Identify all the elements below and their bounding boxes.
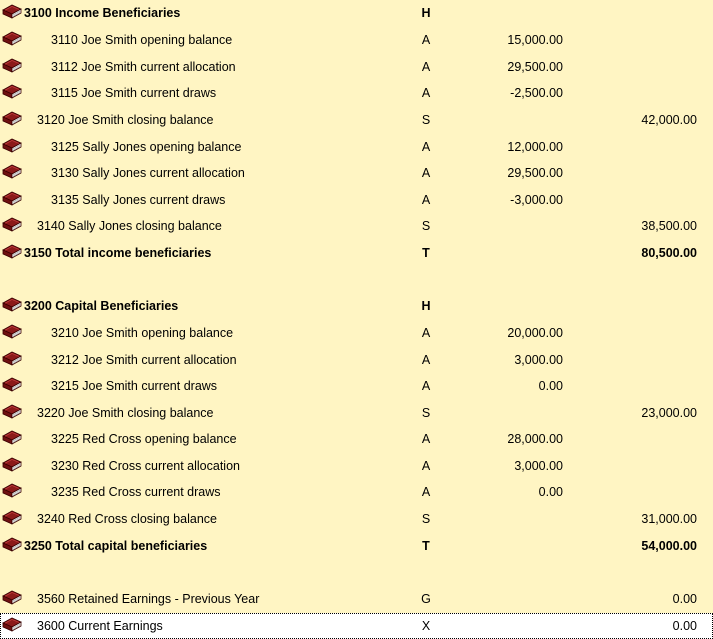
account-type: A xyxy=(421,166,431,180)
account-type: S xyxy=(421,512,431,526)
account-row[interactable] xyxy=(0,453,713,479)
account-book-icon xyxy=(2,30,22,48)
account-type: S xyxy=(421,219,431,233)
account-book-icon xyxy=(2,403,22,421)
account-name: 3115 Joe Smith current draws xyxy=(51,86,217,100)
account-total: 80,500.00 xyxy=(641,246,697,260)
account-book-icon xyxy=(2,57,22,75)
account-type: S xyxy=(421,406,431,420)
account-book-icon xyxy=(2,509,22,527)
account-name: 3250 Total capital beneficiaries xyxy=(24,539,208,553)
account-name: 3225 Red Cross opening balance xyxy=(51,432,237,446)
account-row[interactable] xyxy=(0,506,713,532)
account-name: 3600 Current Earnings xyxy=(37,619,163,633)
account-name: 3100 Income Beneficiaries xyxy=(24,6,181,20)
account-row[interactable] xyxy=(0,160,713,186)
account-type: T xyxy=(422,246,430,260)
account-name: 3112 Joe Smith current allocation xyxy=(51,60,236,74)
account-amount: -3,000.00 xyxy=(510,193,563,207)
account-amount: 20,000.00 xyxy=(507,326,563,340)
account-type: A xyxy=(421,86,431,100)
account-type: A xyxy=(421,353,431,367)
account-row[interactable] xyxy=(0,320,713,346)
account-book-icon xyxy=(2,616,22,634)
account-book-icon xyxy=(2,350,22,368)
account-name: 3110 Joe Smith opening balance xyxy=(51,33,233,47)
account-type: A xyxy=(421,379,431,393)
account-type: H xyxy=(421,299,431,313)
account-type: G xyxy=(421,592,431,606)
account-amount: 29,500.00 xyxy=(507,60,563,74)
account-row[interactable] xyxy=(0,107,713,133)
account-amount: 28,000.00 xyxy=(507,432,563,446)
account-book-icon xyxy=(2,323,22,341)
account-name: 3212 Joe Smith current allocation xyxy=(51,353,237,367)
account-total: 23,000.00 xyxy=(641,406,697,420)
account-total: 42,000.00 xyxy=(641,113,697,127)
account-name: 3135 Sally Jones current draws xyxy=(51,193,226,207)
account-book-icon xyxy=(2,83,22,101)
account-name: 3125 Sally Jones opening balance xyxy=(51,140,242,154)
account-type: T xyxy=(422,539,430,553)
account-type: A xyxy=(421,60,431,74)
account-amount: 29,500.00 xyxy=(507,166,563,180)
account-book-icon xyxy=(2,536,22,554)
account-type: A xyxy=(421,459,431,473)
account-total: 31,000.00 xyxy=(641,512,697,526)
account-row[interactable] xyxy=(0,0,713,26)
account-book-icon xyxy=(2,482,22,500)
account-row[interactable] xyxy=(0,347,713,373)
account-book-icon xyxy=(2,243,22,261)
account-type: S xyxy=(421,113,431,127)
account-name: 3235 Red Cross current draws xyxy=(51,485,221,499)
account-row[interactable] xyxy=(0,373,713,399)
account-book-icon xyxy=(2,110,22,128)
account-amount: 3,000.00 xyxy=(514,459,563,473)
account-type: A xyxy=(421,485,431,499)
account-book-icon xyxy=(2,216,22,234)
account-book-icon xyxy=(2,3,22,21)
account-row[interactable] xyxy=(0,27,713,53)
account-book-icon xyxy=(2,190,22,208)
account-name: 3215 Joe Smith current draws xyxy=(51,379,218,393)
account-name: 3230 Red Cross current allocation xyxy=(51,459,240,473)
account-name: 3560 Retained Earnings - Previous Year xyxy=(37,592,260,606)
account-row[interactable] xyxy=(0,533,713,559)
account-type: A xyxy=(421,432,431,446)
account-name: 3150 Total income beneficiaries xyxy=(24,246,212,260)
account-row[interactable] xyxy=(0,400,713,426)
account-amount: 3,000.00 xyxy=(514,353,563,367)
account-book-icon xyxy=(2,296,22,314)
account-total: 54,000.00 xyxy=(641,539,697,553)
account-row[interactable] xyxy=(0,134,713,160)
account-book-icon xyxy=(2,589,22,607)
account-row[interactable] xyxy=(0,613,713,639)
account-book-icon xyxy=(2,376,22,394)
account-amount: -2,500.00 xyxy=(510,86,563,100)
account-row[interactable] xyxy=(0,479,713,505)
account-book-icon xyxy=(2,137,22,155)
account-row[interactable] xyxy=(0,54,713,80)
account-book-icon xyxy=(2,163,22,181)
account-type: A xyxy=(421,193,431,207)
account-book-icon xyxy=(2,456,22,474)
account-amount: 0.00 xyxy=(538,485,563,499)
account-row[interactable] xyxy=(0,293,713,319)
account-type: H xyxy=(421,6,431,20)
account-row[interactable] xyxy=(0,80,713,106)
account-type: X xyxy=(421,619,431,633)
account-amount: 12,000.00 xyxy=(507,140,563,154)
account-name: 3120 Joe Smith closing balance xyxy=(37,113,214,127)
account-name: 3140 Sally Jones closing balance xyxy=(37,219,222,233)
account-name: 3240 Red Cross closing balance xyxy=(37,512,217,526)
account-row[interactable] xyxy=(0,426,713,452)
account-row[interactable] xyxy=(0,187,713,213)
account-name: 3220 Joe Smith closing balance xyxy=(37,406,214,420)
account-type: A xyxy=(421,326,431,340)
account-type: A xyxy=(421,140,431,154)
account-total: 0.00 xyxy=(672,592,697,606)
account-row[interactable] xyxy=(0,240,713,266)
account-total: 0.00 xyxy=(672,619,697,633)
account-total: 38,500.00 xyxy=(641,219,697,233)
account-row[interactable] xyxy=(0,213,713,239)
account-name: 3210 Joe Smith opening balance xyxy=(51,326,234,340)
account-name: 3130 Sally Jones current allocation xyxy=(51,166,245,180)
account-amount: 15,000.00 xyxy=(507,33,563,47)
account-book-icon xyxy=(2,429,22,447)
account-amount: 0.00 xyxy=(538,379,563,393)
account-name: 3200 Capital Beneficiaries xyxy=(24,299,179,313)
account-row[interactable] xyxy=(0,586,713,612)
account-type: A xyxy=(421,33,431,47)
